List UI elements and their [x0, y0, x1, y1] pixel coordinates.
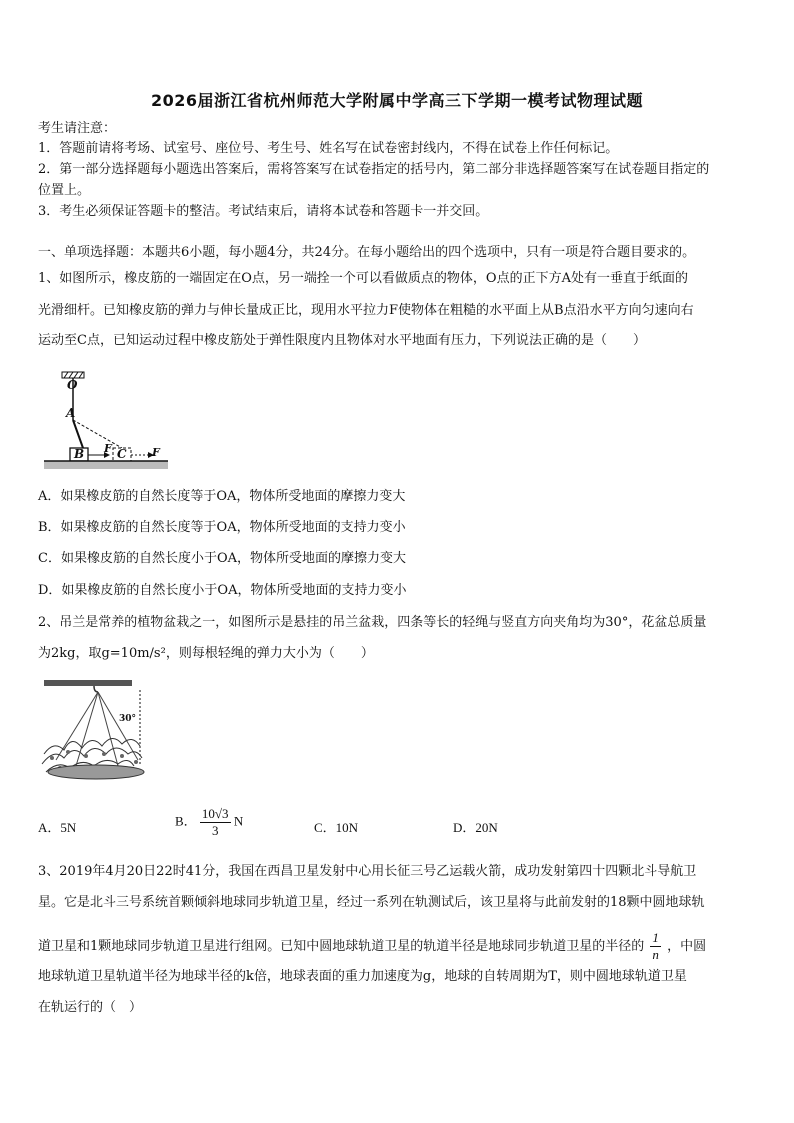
section-heading: 一、单项选择题：本题共6小题，每小题4分，共24分。在每小题给出的四个选项中，只有一项是符合题目要求的。: [38, 245, 696, 260]
q1-label-b: B: [74, 447, 85, 461]
q2-line-1: 2、吊兰是常养的植物盆栽之一，如图所示是悬挂的吊兰盆栽，四条等长的轻绳与竖直方向夹角均为30°，花盆总质量: [38, 615, 707, 630]
q1-label-f1: F: [104, 442, 112, 455]
q3-fraction-denominator: n: [652, 947, 659, 962]
q1-option-b: B．如果橡皮筋的自然长度等于OA，物体所受地面的支持力变小: [38, 520, 406, 535]
q1-option-c: C．如果橡皮筋的自然长度小于OA，物体所受地面的摩擦力变大: [38, 551, 406, 566]
q2-angle-label: 30°: [119, 714, 137, 724]
q3-fraction-numerator: 1: [652, 930, 659, 945]
q1-line-2: 光滑细杆。已知橡皮筋的弹力与伸长量成正比，现用水平拉力F使物体在粗糙的水平面上从B点沿水平方向匀速向右: [38, 303, 694, 318]
q1-label-a: A: [66, 406, 76, 420]
q2-option-b-prefix: B．: [175, 813, 197, 829]
notice-item-3: 3．考生必须保证答题卡的整洁。考试结束后，请将本试卷和答题卡一并交回。: [38, 204, 489, 219]
q2-line-2: 为2kg，取g=10m/s²，则每根轻绳的弹力大小为（ ）: [38, 646, 374, 661]
q3-fraction: [650, 930, 661, 963]
q2-option-b-numerator: 10√3: [201, 806, 229, 821]
notice-item-2-cont: 位置上。: [38, 183, 91, 198]
q1-option-a: A．如果橡皮筋的自然长度等于OA，物体所受地面的摩擦力变大: [38, 489, 406, 504]
q2-option-c: C．10N: [314, 820, 359, 835]
q3-line-4: 地球轨道卫星轨道半径为地球半径的k倍，地球表面的重力加速度为g，地球的自转周期为T，则中圆地球轨道卫星: [38, 969, 687, 984]
q3-line-3-tail: ，中圆: [667, 939, 707, 954]
q2-option-b-fraction: [200, 806, 231, 839]
q3-line-2: 星。它是北斗三号系统首颗倾斜地球同步轨道卫星，经过一系列在轨测试后，该卫星将与此前发射的18颗中圆地球轨: [38, 895, 705, 910]
q1-option-d: D．如果橡皮筋的自然长度小于OA，物体所受地面的支持力变小: [38, 583, 407, 598]
q3-line-3-text: 道卫星和1颗地球同步轨道卫星进行组网。已知中圆地球轨道卫星的轨道半径是地球同步轨道卫星的半径的: [38, 939, 645, 954]
q2-figure: [38, 676, 156, 782]
notice-item-2: 2．第一部分选择题每小题选出答案后，需将答案写在试卷指定的括号内，第二部分非选择题答案写在试卷题目指定的: [38, 162, 710, 177]
q1-label-c: C: [117, 447, 127, 461]
notice-item-1: 1．答题前请将考场、试室号、座位号、考生号、姓名写在试卷密封线内，不得在试卷上作任何标记。: [38, 141, 619, 156]
q3-line-3: [38, 930, 706, 963]
q3-line-5: 在轨运行的（ ）: [38, 1000, 143, 1015]
notice-heading: 考生请注意：: [38, 121, 117, 136]
q3-line-1: 3、2019年4月20日22时41分，我国在西昌卫星发射中心用长征三号乙运载火箭，成功发射第四十四颗北斗导航卫: [38, 864, 697, 879]
q1-line-1: 1、如图所示，橡皮筋的一端固定在O点，另一端拴一个可以看做质点的物体，O点的正下方A处有一垂直于纸面的: [38, 271, 688, 286]
q1-label-f2: F: [152, 446, 160, 459]
q2-option-a: A．5N: [38, 820, 77, 835]
q2-option-b-denominator: 3: [211, 823, 219, 838]
q2-option-b-unit: N: [233, 813, 244, 829]
q1-label-o: O: [67, 378, 78, 392]
page-title: 2026届浙江省杭州师范大学附属中学高三下学期一模考试物理试题: [150, 91, 644, 110]
q1-line-3: 运动至C点，已知运动过程中橡皮筋处于弹性限度内且物体对水平地面有压力，下列说法正确的是（ ）: [38, 333, 646, 348]
q2-option-b: [175, 806, 243, 839]
q2-option-d: D．20N: [453, 820, 498, 835]
